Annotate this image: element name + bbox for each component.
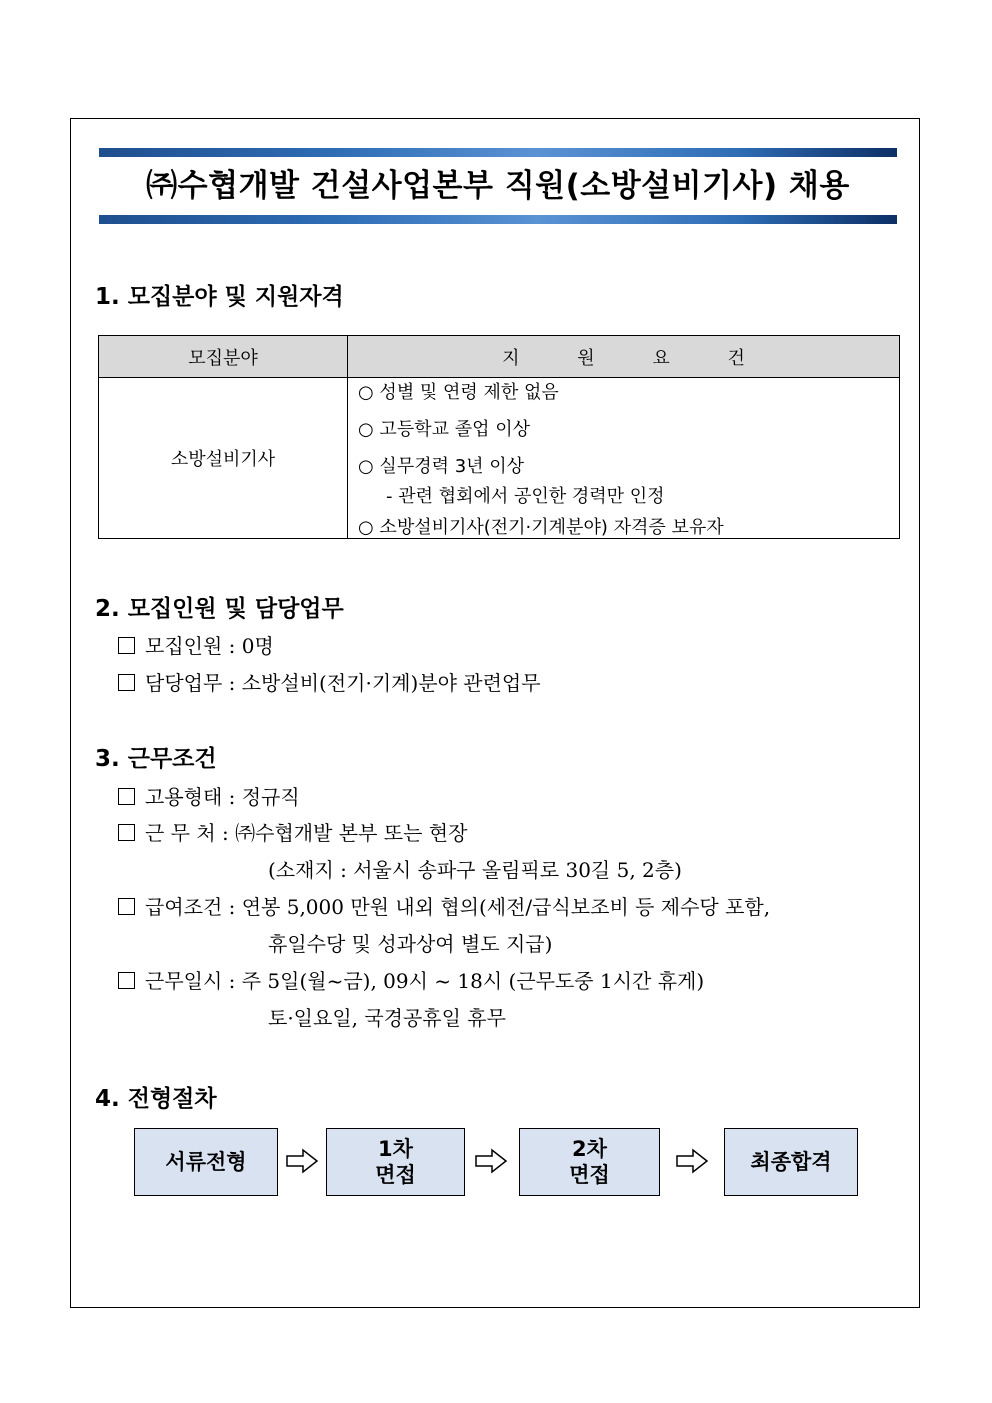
work-hours-line (118, 965, 704, 994)
step-first-interview: 1차 면접 (326, 1128, 465, 1196)
header-requirements (348, 336, 900, 378)
requirement-item: ○ 소방설비기사(전기·기계분야) 자격증 보유자 (358, 517, 724, 538)
title-bar-top (99, 148, 897, 157)
step-document-screening: 서류전형 (134, 1128, 278, 1196)
recruit-count-text: 모집인원 : 0명 (145, 634, 274, 658)
table-header-row (99, 336, 900, 378)
holiday-note: 토·일요일, 국경공휴일 휴무 (268, 1006, 506, 1030)
section3-heading: 3. 근무조건 (95, 746, 217, 772)
checkbox-icon (118, 788, 135, 805)
duty-line (118, 667, 541, 696)
requirement-subitem: - 관련 협회에서 공인한 경력만 인정 (386, 486, 665, 507)
step-second-interview: 2차 면접 (519, 1128, 660, 1196)
section1-heading: 1. 모집분야 및 지원자격 (95, 284, 344, 310)
header-requirements-label: 지 원 요 건 (502, 347, 771, 369)
section4-heading: 4. 전형절차 (95, 1086, 217, 1112)
step-final-pass: 최종합격 (724, 1128, 858, 1196)
recruit-count-line (118, 630, 274, 659)
field-cell: 소방설비기사 (99, 378, 348, 539)
checkbox-icon (118, 637, 135, 654)
checkbox-icon (118, 972, 135, 989)
duty-text: 담당업무 : 소방설비(전기·기계)분야 관련업무 (145, 671, 541, 695)
table-row (99, 378, 900, 539)
salary-note: 휴일수당 및 성과상여 별도 지급) (268, 932, 553, 956)
work-hours-text: 근무일시 : 주 5일(월~금), 09시 ~ 18시 (근무도중 1시간 휴게) (145, 969, 705, 993)
arrow-right-icon (675, 1148, 709, 1174)
checkbox-icon (118, 824, 135, 841)
checkbox-icon (118, 674, 135, 691)
requirement-item: ○ 실무경력 3년 이상 (358, 456, 525, 477)
requirement-item: ○ 성별 및 연령 제한 없음 (358, 382, 559, 403)
employment-type-line (118, 781, 300, 810)
arrow-right-icon (285, 1148, 319, 1174)
requirement-item: ○ 고등학교 졸업 이상 (358, 419, 530, 440)
requirements-cell (348, 378, 900, 539)
checkbox-icon (118, 898, 135, 915)
workplace-address: (소재지 : 서울시 송파구 올림픽로 30길 5, 2층) (268, 858, 682, 882)
salary-line (118, 891, 770, 920)
page-title: ㈜수협개발 건설사업본부 직원(소방설비기사) 채용 (146, 168, 850, 204)
arrow-right-icon (474, 1148, 508, 1174)
employment-type-text: 고용형태 : 정규직 (145, 785, 300, 809)
requirements-table (98, 335, 900, 539)
workplace-line (118, 817, 467, 846)
workplace-text: 근 무 처 : ㈜수협개발 본부 또는 현장 (145, 821, 468, 845)
salary-text: 급여조건 : 연봉 5,000 만원 내외 협의(세전/급식보조비 등 제수당 포함, (145, 895, 771, 919)
header-field: 모집분야 (99, 336, 348, 378)
title-bar-bottom (99, 215, 897, 224)
section2-heading: 2. 모집인원 및 담당업무 (95, 596, 344, 622)
